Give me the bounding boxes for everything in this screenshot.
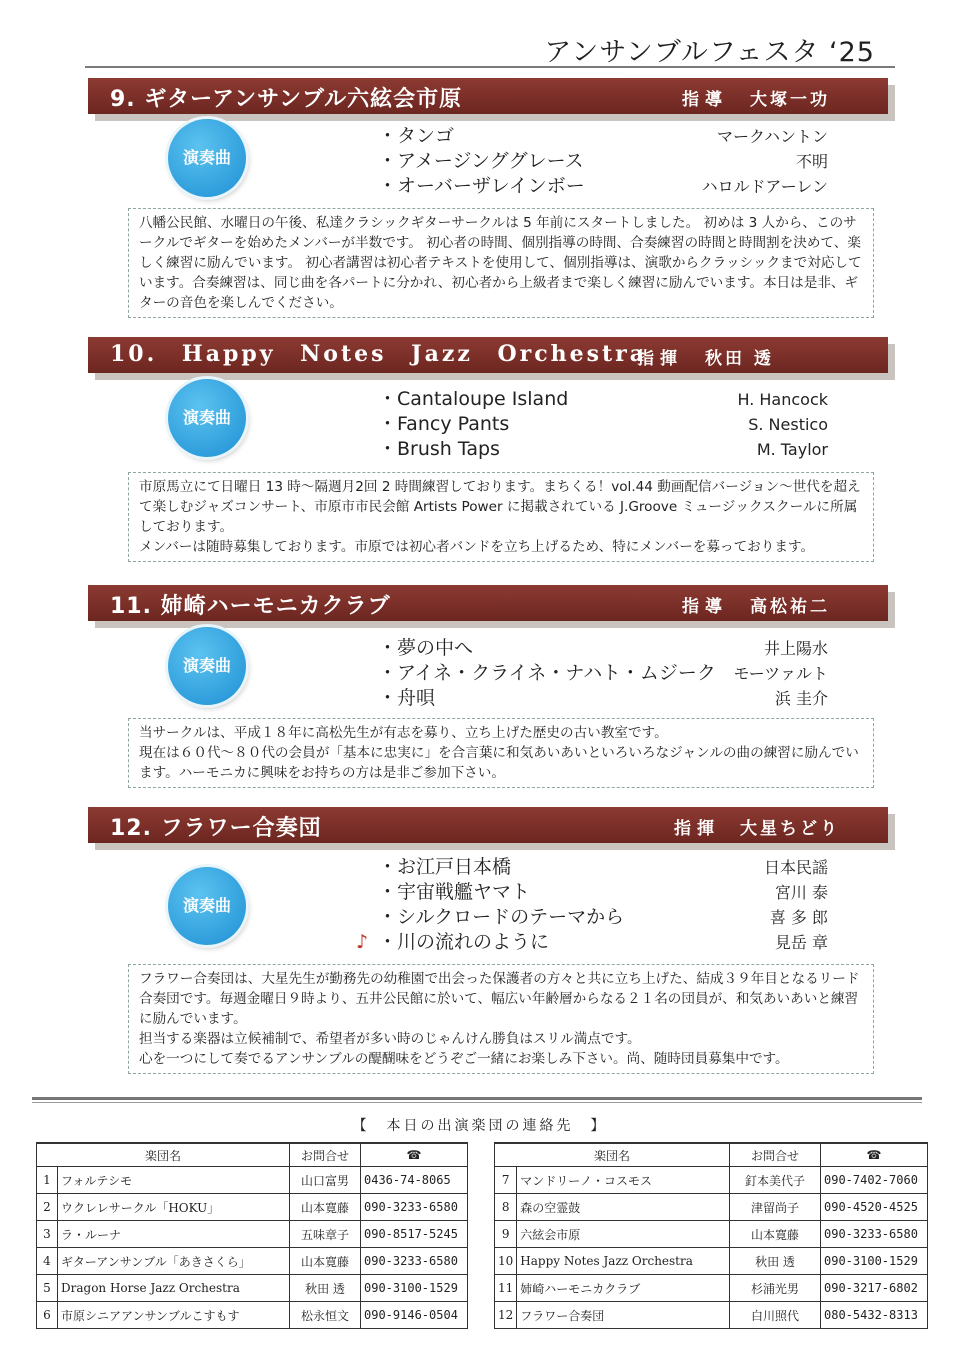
song-composer: 不明 xyxy=(795,152,828,171)
phone-number: 090-9146-0504 xyxy=(361,1302,468,1329)
row-number: 8 xyxy=(495,1194,517,1221)
table-header-row xyxy=(495,1143,928,1167)
song-item xyxy=(378,880,828,905)
role-label: 指揮 xyxy=(637,349,683,369)
row-number: 9 xyxy=(495,1221,517,1248)
row-number: 12 xyxy=(495,1302,517,1329)
contact-person: 白川照代 xyxy=(730,1302,821,1329)
program-badge: 演奏曲 xyxy=(168,379,246,457)
contacts-table-right xyxy=(494,1142,928,1329)
song-title: ・夢の中へ xyxy=(378,637,474,659)
song-item xyxy=(378,412,828,437)
table-row xyxy=(495,1221,928,1248)
row-number: 11 xyxy=(495,1275,517,1302)
phone-number: 090-3217-6802 xyxy=(821,1275,928,1302)
song-list xyxy=(356,855,828,955)
song-item xyxy=(378,437,828,462)
description-text: 担当する楽器は立候補制で、希望者が多い時のじゃんけん勝負はスリル満点です。 xyxy=(139,1031,641,1047)
row-number: 7 xyxy=(495,1167,517,1194)
leader-name: 大塚一功 xyxy=(750,90,830,110)
song-item xyxy=(378,636,828,661)
contact-person: 秋田 透 xyxy=(290,1275,361,1302)
song-title: ・Cantaloupe Island xyxy=(378,388,569,410)
description-text: 当サークルは、平成１８年に高松先生が有志を募り、立ち上げた歴史の古い教室です。 xyxy=(139,725,668,741)
song-composer: 浜 圭介 xyxy=(774,689,828,708)
group-description xyxy=(128,208,874,318)
contact-person: 山本寛藤 xyxy=(290,1248,361,1275)
group-title: 10. Happy Notes Jazz Orchestra xyxy=(110,341,648,367)
leader-name: 秋田 透 xyxy=(705,349,774,369)
contacts-title: 【 本日の出演楽団の連絡先 】 xyxy=(352,1118,608,1134)
song-item xyxy=(378,124,828,149)
song-composer: 日本民謡 xyxy=(763,858,828,877)
song-list xyxy=(378,387,828,462)
table-row xyxy=(37,1248,468,1275)
group-name: フォルテシモ xyxy=(58,1167,290,1194)
song-composer: S. Nestico xyxy=(748,415,828,434)
song-item xyxy=(378,855,828,880)
description-text: フラワー合奏団は、大星先生が勤務先の幼稚園で出会った保護者の方々と共に立ち上げた、結成３９年目となるリード合奏団です。毎週金曜日９時より、五井公民館に於いて、幅広い年齢層からなる２１名の団員が、和気あいあいと練習に励んでいます。 xyxy=(139,971,860,1027)
song-composer: M. Taylor xyxy=(756,440,828,459)
song-title: ・川の流れのように xyxy=(378,931,550,953)
song-title: ・アメージンググレース xyxy=(378,150,584,172)
song-item xyxy=(378,174,828,199)
section-banner xyxy=(88,585,888,621)
song-item xyxy=(378,149,828,174)
row-number: 3 xyxy=(37,1221,58,1248)
description-text: 心を一つにして奏でるアンサンブルの醍醐味をどうぞご一緒にお楽しみ下さい。尚、随時団員募集中です。 xyxy=(139,1051,789,1067)
leader-name: 高松祐二 xyxy=(750,597,830,617)
description-text: メンバーは随時募集しております。市原では初心者バンドを立ち上げるため、特にメンバーを募っております。 xyxy=(139,539,815,555)
header-contact: お問合せ xyxy=(730,1143,821,1167)
description-text: 市原馬立にて日曜日 13 時～隔週月2回 2 時間練習しております。まちくる！vol.44 動画配信バージョン～世代を超えて楽しむジャズコンサート、市原市市民会館 Artists Power に掲載されている J.Groove ミュージックスクールに所属しております。 xyxy=(139,479,861,535)
song-list xyxy=(378,636,828,711)
song-item xyxy=(356,930,828,955)
program-badge: 演奏曲 xyxy=(168,119,246,197)
table-row xyxy=(37,1167,468,1194)
group-name: マンドリーノ・コスモス xyxy=(517,1167,730,1194)
group-title: 11. 姉崎ハーモニカクラブ xyxy=(110,594,391,619)
table-row xyxy=(37,1221,468,1248)
header-group: 楽団名 xyxy=(495,1143,730,1167)
festa-title: アンサンブルフェスタ ‘25 xyxy=(544,37,875,68)
phone-number: 080-5432-8313 xyxy=(821,1302,928,1329)
group-name: ラ・ルーナ xyxy=(58,1221,290,1248)
role-label: 指揮 xyxy=(674,819,720,839)
contact-person: 山本寛藤 xyxy=(290,1194,361,1221)
program-badge: 演奏曲 xyxy=(168,627,246,705)
section-divider-thin xyxy=(32,1102,922,1103)
contact-person: 山本寛藤 xyxy=(730,1221,821,1248)
description-text: 現在は６０代～８０代の会員が「基本に忠実に」を合言葉に和気あいあいといろいろなジャンルの曲の練習に励んでいます。ハーモニカに興味をお持ちの方は是非ご参加下さい。 xyxy=(139,745,859,781)
header-group: 楽団名 xyxy=(37,1143,290,1167)
group-title: 12. フラワー合奏団 xyxy=(110,816,322,841)
song-item xyxy=(378,661,828,686)
phone-number: 090-3233-6580 xyxy=(361,1248,468,1275)
music-note-icon: ♪ xyxy=(356,931,369,953)
row-number: 6 xyxy=(37,1302,58,1329)
group-name: Dragon Horse Jazz Orchestra xyxy=(58,1275,290,1302)
section-banner xyxy=(88,807,888,843)
song-composer: 井上陽水 xyxy=(763,639,828,658)
song-title: ・オーバーザレインボー xyxy=(378,175,585,197)
phone-number: 090-8517-5245 xyxy=(361,1221,468,1248)
song-composer: 見岳 章 xyxy=(774,933,828,952)
phone-number: 090-3233-6580 xyxy=(821,1221,928,1248)
table-row xyxy=(37,1302,468,1329)
phone-number: 0436-74-8065 xyxy=(361,1167,468,1194)
phone-icon: ☎ xyxy=(821,1143,928,1167)
section-banner xyxy=(88,78,888,114)
contacts-table-left xyxy=(36,1142,468,1329)
phone-number: 090-4520-4525 xyxy=(821,1194,928,1221)
group-name: ウクレレサークル「HOKU」 xyxy=(58,1194,290,1221)
group-title: 9. ギターアンサンブル六絃会市原 xyxy=(110,87,463,112)
table-row xyxy=(37,1275,468,1302)
phone-number: 090-7402-7060 xyxy=(821,1167,928,1194)
contact-person: 津留尚子 xyxy=(730,1194,821,1221)
group-description xyxy=(128,964,874,1074)
song-composer: ハロルドアーレン xyxy=(701,177,828,196)
song-list xyxy=(378,124,828,199)
song-title: ・Brush Taps xyxy=(378,438,500,460)
contact-person: 秋田 透 xyxy=(730,1248,821,1275)
song-title: ・アイネ・クライネ・ナハト・ムジーク xyxy=(378,662,716,684)
group-description xyxy=(128,472,874,562)
row-number: 4 xyxy=(37,1248,58,1275)
song-composer: H. Hancock xyxy=(737,390,828,409)
group-name: 六絃会市原 xyxy=(517,1221,730,1248)
group-name: フラワー合奏団 xyxy=(517,1302,730,1329)
row-number: 1 xyxy=(37,1167,58,1194)
page-header xyxy=(85,28,895,68)
table-row xyxy=(495,1194,928,1221)
contact-person: 松永恒文 xyxy=(290,1302,361,1329)
song-title: ・Fancy Pants xyxy=(378,413,510,435)
program-badge: 演奏曲 xyxy=(168,867,246,945)
phone-number: 090-3100-1529 xyxy=(821,1248,928,1275)
phone-icon: ☎ xyxy=(361,1143,468,1167)
song-title: ・舟唄 xyxy=(378,687,436,709)
row-number: 5 xyxy=(37,1275,58,1302)
section-divider xyxy=(32,1097,922,1100)
group-description xyxy=(128,718,874,788)
header-contact: お問合せ xyxy=(290,1143,361,1167)
song-title: ・シルクロードのテーマから xyxy=(378,906,625,928)
table-row xyxy=(495,1167,928,1194)
leader-name: 大星ちどり xyxy=(740,819,840,839)
description-text: 八幡公民館、水曜日の午後、私達クラシックギターサークルは 5 年前にスタートしました。 初めは 3 人から、このサークルでギターを始めたメンバーが半数です。 初心者の時間、個別指導の時間、合奏練習の時間と時間割を決めて、楽しく練習に励んでいます。 初心者講習は初心者テキストを使用して、個別指導は、演歌からクラッシックまで対応しています。合奏練習は、同じ曲を各パートに分かれ、初心者から上級者まで楽しく練習に励んでいます。本日は是非、ギターの音色を楽しんでください。 xyxy=(139,215,862,311)
group-name: 森の空霊鼓 xyxy=(517,1194,730,1221)
contact-person: 杉浦光男 xyxy=(730,1275,821,1302)
song-title: ・お江戸日本橋 xyxy=(378,856,512,878)
table-row xyxy=(495,1248,928,1275)
role-label: 指導 xyxy=(682,597,728,617)
section-banner xyxy=(88,337,888,373)
song-item xyxy=(378,387,828,412)
group-name: 市原シニアアンサンブルこすもす xyxy=(58,1302,290,1329)
table-row xyxy=(37,1194,468,1221)
group-name: ギターアンサンブル「あきさくら」 xyxy=(58,1248,290,1275)
song-composer: 喜 多 郎 xyxy=(769,908,828,927)
song-composer: モーツァルト xyxy=(733,664,828,683)
phone-number: 090-3100-1529 xyxy=(361,1275,468,1302)
contact-person: 釘本美代子 xyxy=(730,1167,821,1194)
contact-person: 山口富男 xyxy=(290,1167,361,1194)
row-number: 10 xyxy=(495,1248,517,1275)
song-composer: マークハントン xyxy=(716,127,828,146)
phone-number: 090-3233-6580 xyxy=(361,1194,468,1221)
row-number: 2 xyxy=(37,1194,58,1221)
group-name: 姉崎ハーモニカクラブ xyxy=(517,1275,730,1302)
role-label: 指導 xyxy=(682,90,728,110)
song-item xyxy=(378,686,828,711)
song-item xyxy=(378,905,828,930)
song-title: ・宇宙戦艦ヤマト xyxy=(378,881,531,903)
table-row xyxy=(495,1302,928,1329)
group-name: Happy Notes Jazz Orchestra xyxy=(517,1248,730,1275)
table-row xyxy=(495,1275,928,1302)
song-composer: 宮川 泰 xyxy=(774,883,828,902)
song-title: ・タンゴ xyxy=(378,125,455,147)
table-header-row xyxy=(37,1143,468,1167)
contact-person: 五味章子 xyxy=(290,1221,361,1248)
